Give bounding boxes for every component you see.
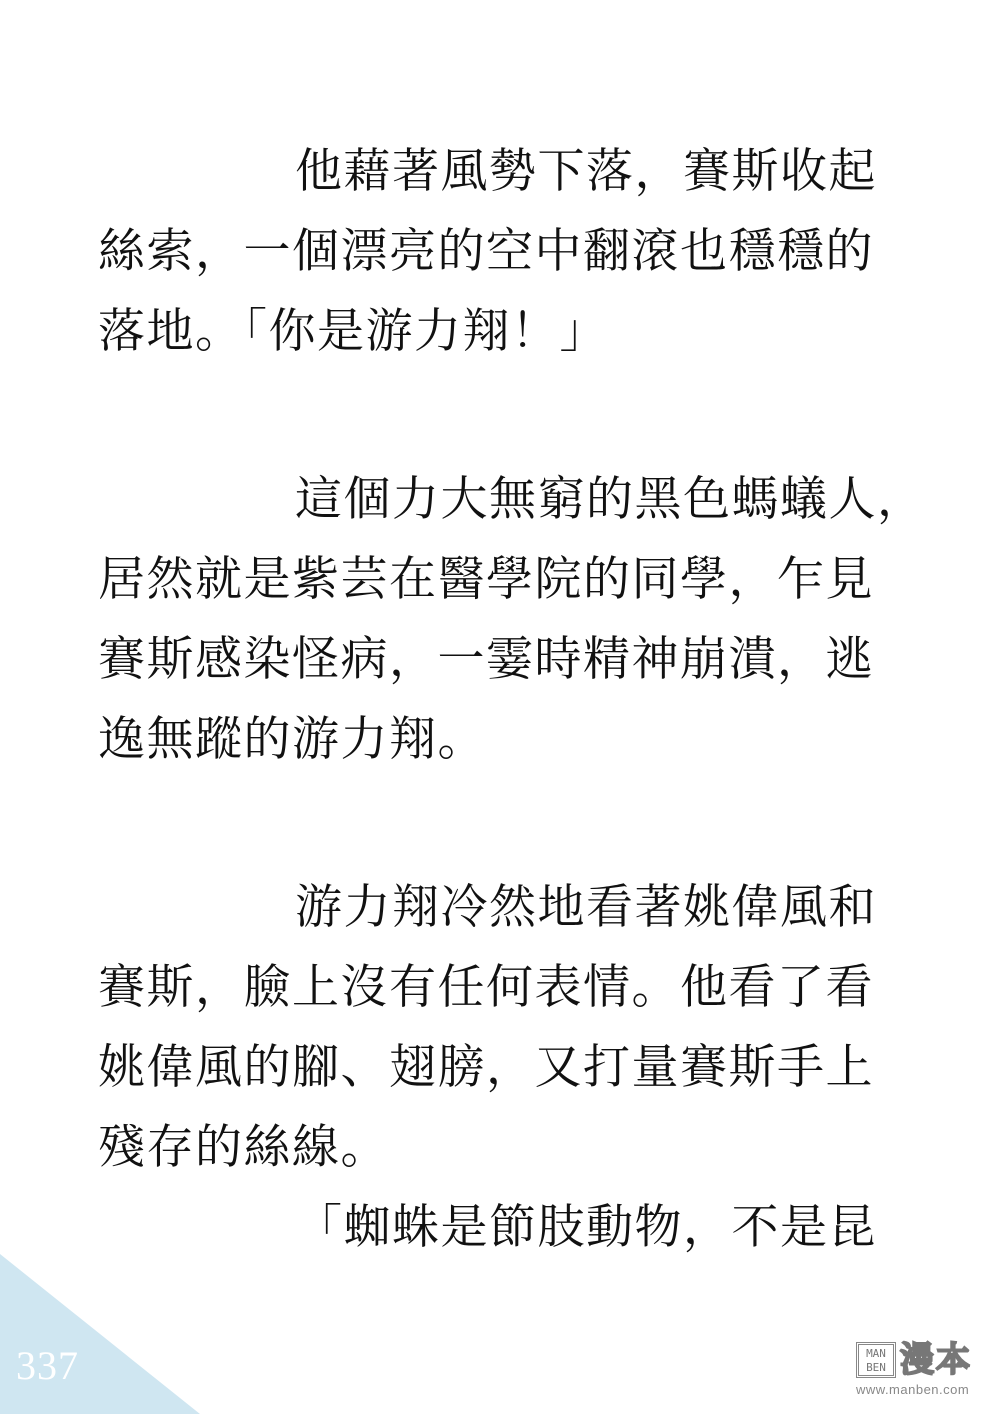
- paragraph-line: 他藉著風勢下落，賽斯收起: [295, 144, 877, 199]
- body-text: [98, 132, 958, 1268]
- watermark-logo-icon: MAN BEN: [856, 1342, 896, 1378]
- paragraph-line: 逸無蹤的游力翔。: [98, 712, 486, 767]
- site-watermark: [856, 1340, 990, 1398]
- page-number: 337: [16, 1343, 79, 1388]
- paragraph-1: [98, 132, 958, 372]
- paragraph-line: 游力翔冷然地看著姚偉風和: [295, 880, 877, 935]
- paragraph-line: 落地。「你是游力翔！」: [98, 304, 608, 359]
- paragraph-line: 「蜘蛛是節肢動物，不是昆: [295, 1200, 877, 1255]
- corner-decoration: [0, 1254, 200, 1414]
- paragraph-2: [98, 460, 958, 780]
- paragraph-3: [98, 868, 958, 1188]
- watermark-url: www.manben.com: [856, 1382, 970, 1397]
- paragraph-line: 賽斯感染怪病，一霎時精神崩潰，逃: [98, 632, 874, 687]
- paragraph-line: 姚偉風的腳、翅膀，又打量賽斯手上: [98, 1040, 874, 1095]
- paragraph-4: [98, 1188, 958, 1268]
- watermark-title: 漫本: [900, 1340, 972, 1380]
- paragraph-line: 絲索，一個漂亮的空中翻滾也穩穩的: [98, 224, 874, 279]
- paragraph-line: 這個力大無窮的黑色螞蟻人，: [295, 472, 926, 527]
- paragraph-line: 殘存的絲線。: [98, 1120, 389, 1175]
- paragraph-line: 賽斯，臉上沒有任何表情。他看了看: [98, 960, 874, 1015]
- paragraph-line: 居然就是紫芸在醫學院的同學，乍見: [98, 552, 874, 607]
